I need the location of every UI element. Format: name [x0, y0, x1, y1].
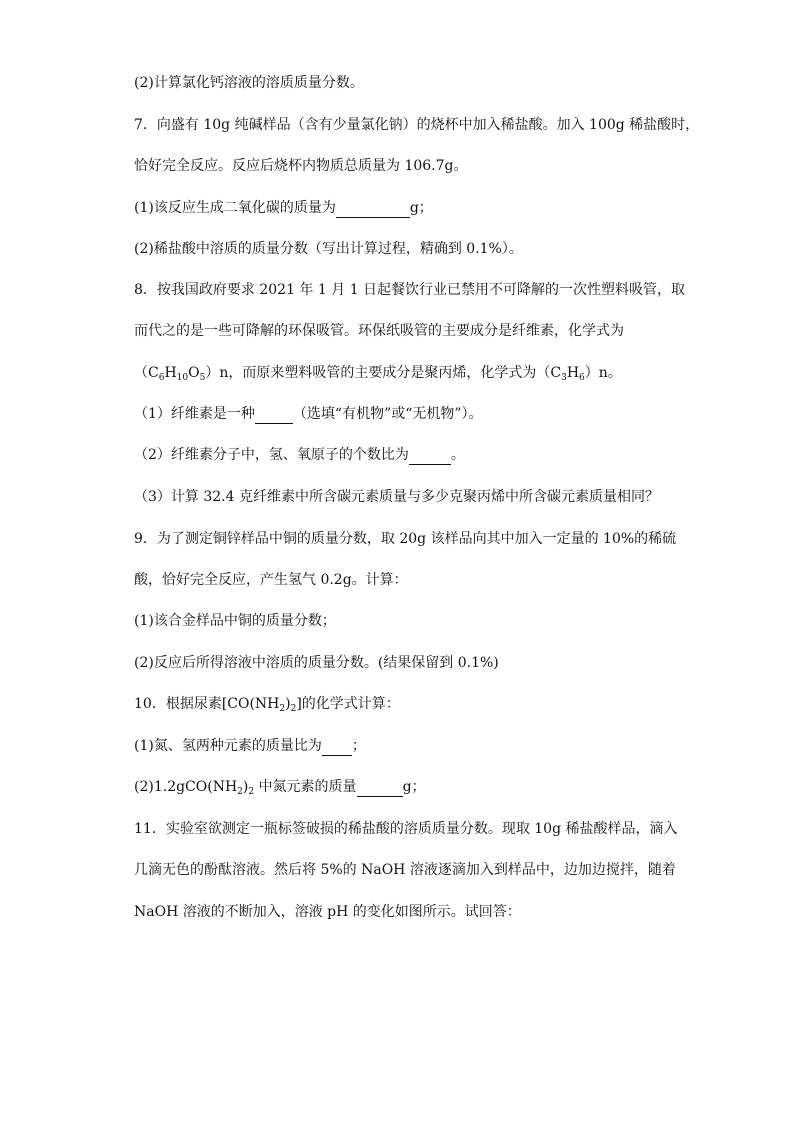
answer-blank — [409, 448, 451, 465]
question-8-line-1: 8．按我国政府要求 2021 年 1 月 1 日起餐饮行业已禁用不可降解的一次性塑料吸管，取 — [134, 282, 686, 298]
question-7-sub-2: (2)稀盐酸中溶质的质量分数（写出计算过程，精确到 0.1%）。 — [134, 241, 523, 257]
question-8-sub-2: （2）纤维素分子中，氢、氧原子的个数比为 。 — [134, 447, 465, 463]
question-11-line-1: 11．实验室欲测定一瓶标签破损的稀盐酸的溶质质量分数。现取 10g 稀盐酸样品，滴入 — [134, 821, 678, 837]
question-8-sub-1: （1）纤维素是一种 （选填“有机物”或“无机物”）。 — [134, 406, 483, 422]
question-9-sub-1: (1)该合金样品中铜的质量分数； — [134, 613, 336, 629]
question-7-line-1: 7．向盛有 10g 纯碱样品（含有少量氯化钠）的烧杯中加入稀盐酸。加入 100g 稀盐酸时， — [134, 117, 700, 133]
question-9-line-1: 9．为了测定铜锌样品中铜的质量分数，取 20g 该样品向其中加入一定量的 10%的稀硫 — [134, 531, 677, 547]
answer-blank — [255, 407, 293, 424]
question-7-sub-1: (1)该反应生成二氧化碳的质量为 g； — [134, 200, 433, 216]
text-line: (2)计算氯化钙溶液的溶质质量分数。 — [134, 75, 364, 91]
question-10-line-1: 10．根据尿素$[CO(NH_2)_2]$的化学式计算： — [134, 696, 400, 714]
question-11-line-2: 几滴无色的酚酞溶液。然后将 5%的 NaOH 溶液逐滴加入到样品中，边加边搅拌，随着 — [134, 862, 676, 878]
question-10-sub-2: $(2)1.2gCO(NH_2)_2$ 中氮元素的质量 g； — [134, 779, 426, 797]
question-8-formula-line: $(C_6H_{10}O_5)n$，而原来塑料吸管的主要成分是聚丙烯，化学式为$(C_3H_6)n$。 — [134, 365, 622, 383]
answer-blank — [336, 201, 410, 218]
question-8-line-2: 而代之的是一些可降解的环保吸管。环保纸吸管的主要成分是纤维素，化学式为 — [134, 323, 624, 339]
question-10-sub-1: (1)氮、氢两种元素的质量比为 ； — [134, 738, 366, 754]
question-7-line-2: 恰好完全反应。反应后烧杯内物质总质量为 106.7g。 — [134, 158, 468, 174]
question-8-sub-3: （3）计算 32.4 克纤维素中所含碳元素质量与多少克聚丙烯中所含碳元素质量相同？ — [134, 489, 659, 505]
question-11-line-3: NaOH 溶液的不断加入，溶液 pH 的变化如图所示。试回答： — [134, 904, 521, 920]
question-9-line-2: 酸，恰好完全反应，产生氢气 0.2g。计算： — [134, 572, 408, 588]
question-9-sub-2: (2)反应后所得溶液中溶质的质量分数。(结果保留到 0.1%) — [134, 655, 499, 671]
answer-blank — [322, 739, 352, 756]
answer-blank — [357, 780, 403, 797]
